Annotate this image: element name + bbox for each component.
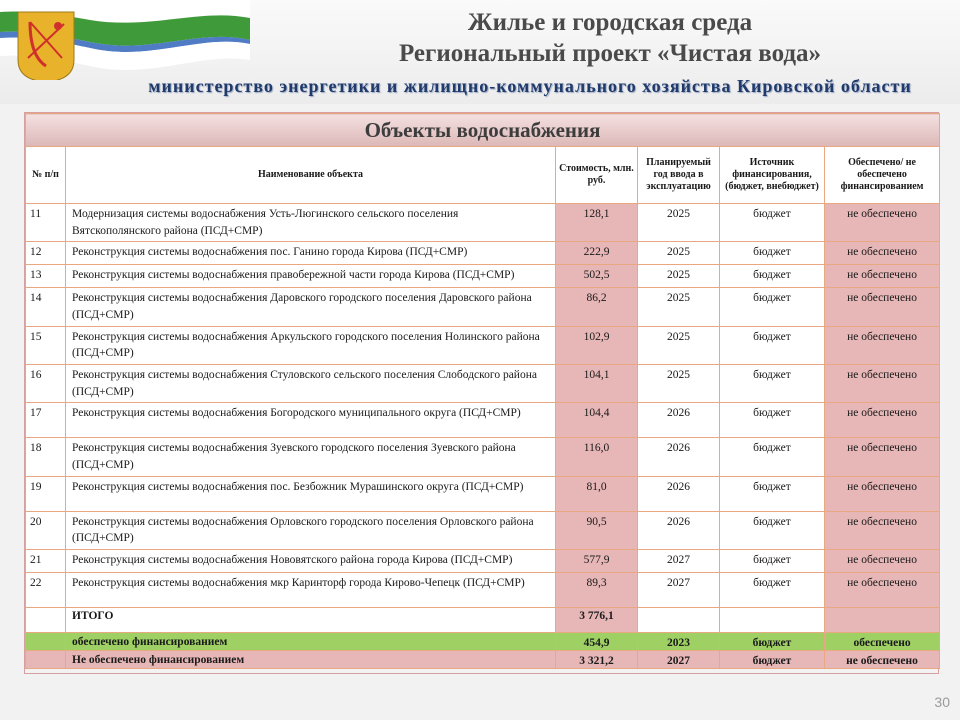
row-num: 13 — [26, 265, 66, 288]
funded-label: обеспечено финансированием — [66, 633, 556, 651]
table-row — [26, 476, 940, 511]
row-year: 2025 — [638, 288, 720, 326]
table-row — [26, 326, 940, 364]
row-funding: не обеспечено — [825, 326, 940, 364]
objects-table-frame — [24, 112, 939, 674]
kirov-flag-icon — [0, 0, 250, 80]
row-funding: не обеспечено — [825, 476, 940, 511]
unfunded-year: 2027 — [638, 651, 720, 669]
row-num: 17 — [26, 403, 66, 438]
row-name: Модернизация системы водоснабжения Усть-Люгинского сельского поселения Вятскополянского района (ПСД+СМР) — [66, 204, 556, 242]
table-row — [26, 265, 940, 288]
unfunded-num-cell — [26, 651, 66, 669]
row-funding: не обеспечено — [825, 550, 940, 573]
row-cost: 222,9 — [556, 242, 638, 265]
row-funding: не обеспечено — [825, 265, 940, 288]
page-title-line2: Региональный проект «Чистая вода» — [398, 40, 822, 67]
row-name: Реконструкция системы водоснабжения правобережной части города Кирова (ПСД+СМР) — [66, 265, 556, 288]
row-name: Реконструкция системы водоснабжения пос. Безбожник Мурашинского округа (ПСД+СМР) — [66, 476, 556, 511]
table-row — [26, 242, 940, 265]
table-caption: Объекты водоснабжения — [26, 114, 940, 147]
row-cost: 577,9 — [556, 550, 638, 573]
row-source: бюджет — [720, 476, 825, 511]
row-funding: не обеспечено — [825, 403, 940, 438]
row-funding: не обеспечено — [825, 288, 940, 326]
row-cost: 104,4 — [556, 403, 638, 438]
row-name: Реконструкция системы водоснабжения Богородского муниципального округа (ПСД+СМР) — [66, 403, 556, 438]
row-funding: не обеспечено — [825, 365, 940, 403]
row-year: 2026 — [638, 511, 720, 549]
row-cost: 104,1 — [556, 365, 638, 403]
header-source: Источник финансирования, (бюджет, внебюджет) — [720, 147, 825, 204]
unfunded-source: бюджет — [720, 651, 825, 669]
row-funding: не обеспечено — [825, 204, 940, 242]
objects-table — [25, 113, 940, 669]
row-year: 2025 — [638, 326, 720, 364]
funded-source: бюджет — [720, 633, 825, 651]
row-source: бюджет — [720, 288, 825, 326]
row-year: 2027 — [638, 573, 720, 608]
unfunded-label: Не обеспечено финансированием — [66, 651, 556, 669]
row-source: бюджет — [720, 204, 825, 242]
table-row — [26, 573, 940, 608]
row-name: Реконструкция системы водоснабжения Зуевского городского поселения Зуевского района (ПСД+СМР) — [66, 438, 556, 476]
table-row — [26, 365, 940, 403]
row-source: бюджет — [720, 242, 825, 265]
header-num: № п/п — [26, 147, 66, 204]
row-cost: 128,1 — [556, 204, 638, 242]
row-name: Реконструкция системы водоснабжения Даровского городского поселения Даровского района (ПСД+СМР) — [66, 288, 556, 326]
funded-year: 2023 — [638, 633, 720, 651]
funded-num-cell — [26, 633, 66, 651]
page-number: 30 — [934, 694, 950, 710]
row-num: 11 — [26, 204, 66, 242]
row-num: 18 — [26, 438, 66, 476]
funded-funding: обеспечено — [825, 633, 940, 651]
row-name: Реконструкция системы водоснабжения пос. Ганино города Кирова (ПСД+СМР) — [66, 242, 556, 265]
row-num: 21 — [26, 550, 66, 573]
row-source: бюджет — [720, 403, 825, 438]
row-source: бюджет — [720, 573, 825, 608]
table-row — [26, 550, 940, 573]
table-row — [26, 403, 940, 438]
row-funding: не обеспечено — [825, 438, 940, 476]
row-cost: 116,0 — [556, 438, 638, 476]
header-cost: Стоимость, млн. руб. — [556, 147, 638, 204]
row-cost: 86,2 — [556, 288, 638, 326]
row-cost: 90,5 — [556, 511, 638, 549]
header-name: Наименование объекта — [66, 147, 556, 204]
row-name: Реконструкция системы водоснабжения Нововятского района города Кирова (ПСД+СМР) — [66, 550, 556, 573]
unfunded-funding: не обеспечено — [825, 651, 940, 669]
row-num: 15 — [26, 326, 66, 364]
row-cost: 89,3 — [556, 573, 638, 608]
row-source: бюджет — [720, 365, 825, 403]
total-cost: 3 776,1 — [556, 608, 638, 633]
row-name: Реконструкция системы водоснабжения Аркульского городского поселения Нолинского района (ПСД+СМР) — [66, 326, 556, 364]
row-name: Реконструкция системы водоснабжения мкр Каринторф города Кирово-Чепецк (ПСД+СМР) — [66, 573, 556, 608]
row-cost: 502,5 — [556, 265, 638, 288]
table-row — [26, 438, 940, 476]
row-num: 20 — [26, 511, 66, 549]
row-source: бюджет — [720, 511, 825, 549]
total-year-cell — [638, 608, 720, 633]
table-row — [26, 511, 940, 549]
total-num-cell — [26, 608, 66, 633]
row-year: 2025 — [638, 265, 720, 288]
row-source: бюджет — [720, 265, 825, 288]
row-funding: не обеспечено — [825, 511, 940, 549]
row-year: 2027 — [638, 550, 720, 573]
row-source: бюджет — [720, 438, 825, 476]
table-row — [26, 204, 940, 242]
row-source: бюджет — [720, 326, 825, 364]
row-cost: 102,9 — [556, 326, 638, 364]
header-funding: Обеспечено/ не обеспечено финансированием — [825, 147, 940, 204]
row-num: 22 — [26, 573, 66, 608]
row-year: 2026 — [638, 476, 720, 511]
row-year: 2025 — [638, 365, 720, 403]
page-title-line1: Жилье и городская среда — [467, 9, 753, 36]
unfunded-cost: 3 321,2 — [556, 651, 638, 669]
table-row — [26, 288, 940, 326]
row-year: 2025 — [638, 204, 720, 242]
row-year: 2026 — [638, 438, 720, 476]
row-year: 2026 — [638, 403, 720, 438]
row-num: 14 — [26, 288, 66, 326]
row-funding: не обеспечено — [825, 573, 940, 608]
total-funding-cell — [825, 608, 940, 633]
row-cost: 81,0 — [556, 476, 638, 511]
row-num: 19 — [26, 476, 66, 511]
total-source-cell — [720, 608, 825, 633]
ministry-name: министерство энергетики и жилищно-коммунального хозяйства Кировской области — [148, 76, 912, 96]
row-year: 2025 — [638, 242, 720, 265]
funded-cost: 454,9 — [556, 633, 638, 651]
row-funding: не обеспечено — [825, 242, 940, 265]
row-name: Реконструкция системы водоснабжения Орловского городского поселения Орловского района (ПСД+СМР) — [66, 511, 556, 549]
row-num: 16 — [26, 365, 66, 403]
total-label: ИТОГО — [66, 608, 556, 633]
row-name: Реконструкция системы водоснабжения Стуловского сельского поселения Слободского района (ПСД+СМР) — [66, 365, 556, 403]
row-source: бюджет — [720, 550, 825, 573]
header-year: Планируемый год ввода в эксплуатацию — [638, 147, 720, 204]
row-num: 12 — [26, 242, 66, 265]
